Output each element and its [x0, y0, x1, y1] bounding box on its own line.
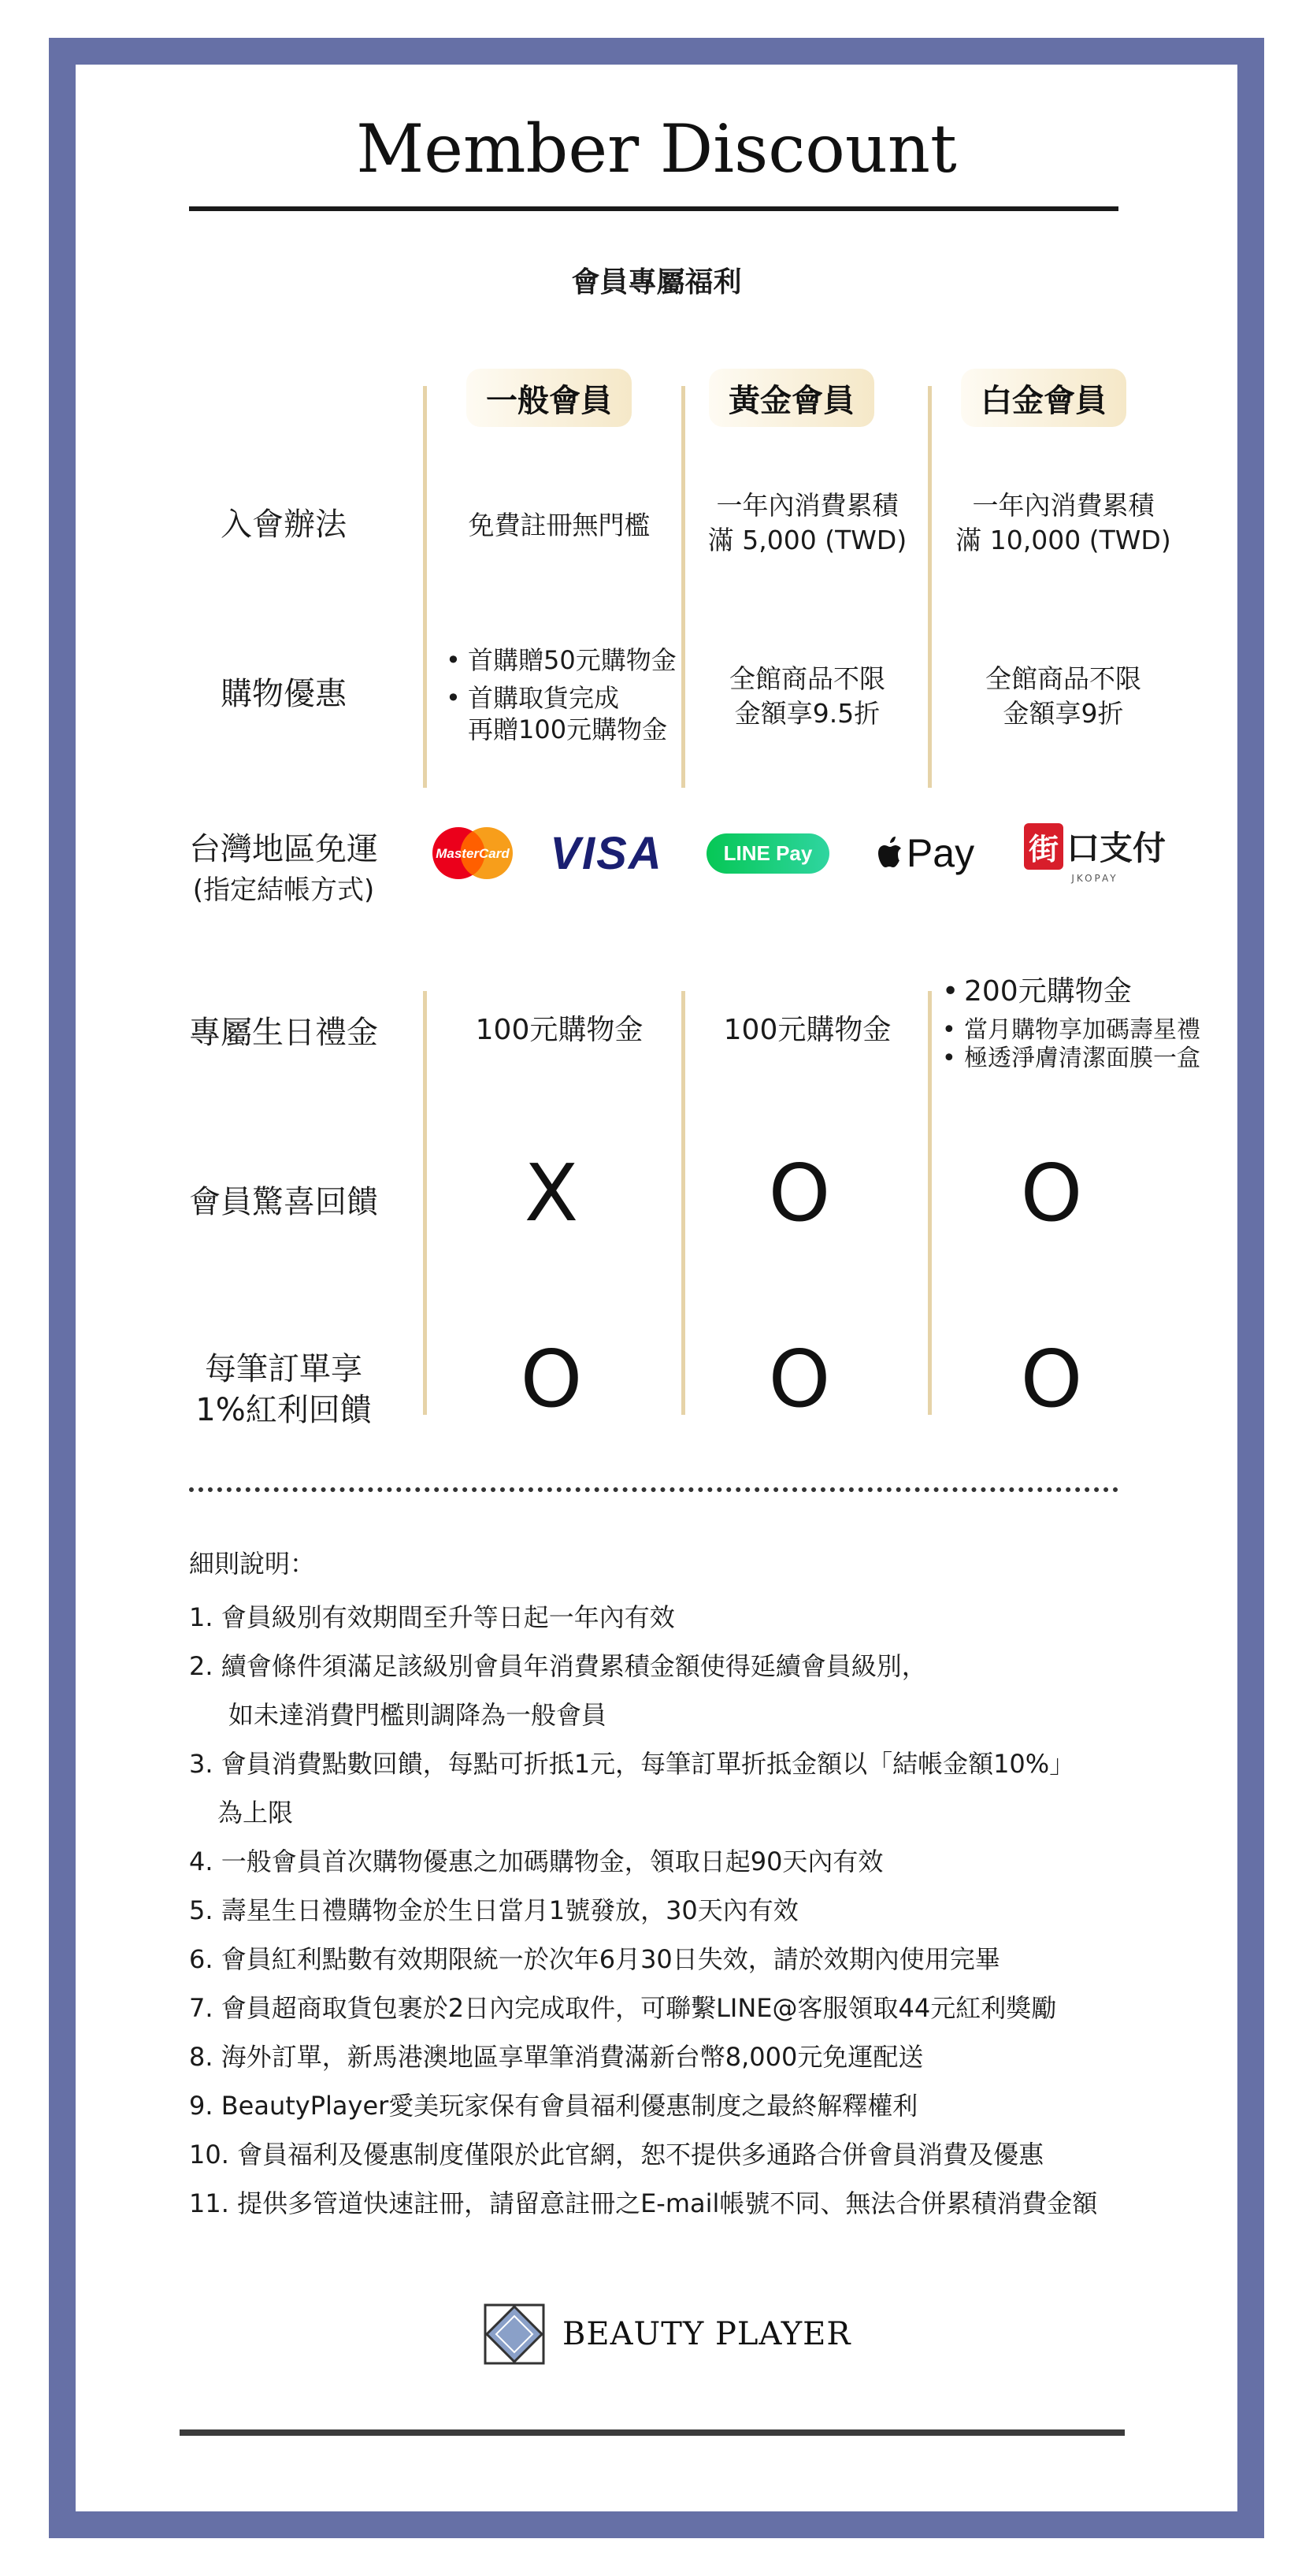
bonus-gold-mark: O: [768, 1333, 831, 1425]
row-label-bonus: 每筆訂單享 1%紅利回饋: [195, 1351, 372, 1428]
join-platinum: 一年內消費累積 滿 10,000 (TWD): [955, 490, 1171, 555]
list-item: • 極透淨膚清潔面膜一盒: [942, 1045, 1210, 1073]
page-title: Member Discount: [356, 110, 957, 187]
list-item: 1. 會員級別有效期間至升等日起一年內有效: [189, 1602, 675, 1632]
shopping-gold: 全館商品不限 金額享9.5折: [729, 663, 885, 729]
surprise-platinum-mark: O: [1020, 1147, 1083, 1239]
title-divider: [189, 206, 1118, 211]
join-general: 免費註冊無門檻: [468, 510, 651, 540]
list-item: 9. BeautyPlayer愛美玩家保有會員福利優惠制度之最終解釋權利: [189, 2091, 918, 2121]
birthday-general: 100元購物金: [475, 1014, 644, 1046]
mastercard-logo: [425, 826, 520, 881]
list-item: 為上限: [217, 1798, 294, 1828]
dotted-divider: [189, 1487, 1118, 1492]
tier-header-general: 一般會員: [466, 369, 632, 427]
shopping-general-bullets: [446, 644, 682, 752]
list-item: 7. 會員超商取貨包裹於2日內完成取件，可聯繫LINE@客服領取44元紅利獎勵: [189, 1993, 1057, 2023]
column-divider: [423, 991, 427, 1415]
list-item: 8. 海外訂單，新馬港澳地區享單筆消費滿新台幣8,000元免運配送: [189, 2042, 924, 2072]
birthday-gold: 100元購物金: [723, 1014, 892, 1046]
tier-header-gold: 黃金會員: [709, 369, 874, 427]
applepay-logo: Pay: [866, 826, 985, 881]
column-divider: [928, 991, 932, 1415]
bonus-platinum-mark: O: [1020, 1333, 1083, 1425]
mastercard-text: MasterCard: [436, 846, 510, 861]
visa-logo: VISA: [550, 827, 663, 879]
list-item: • 200元購物金: [942, 974, 1210, 1010]
brand-logo: [480, 2300, 851, 2368]
list-item: 11. 提供多管道快速註冊，請留意註冊之E-mail帳號不同、無法合併累積消費金額: [189, 2188, 1098, 2218]
shopping-platinum: 全館商品不限 金額享9折: [985, 663, 1141, 729]
row-label-join: 入會辦法: [221, 507, 347, 543]
row-label-shipping: 台灣地區免運 (指定結帳方式): [165, 829, 402, 911]
list-item: 3. 會員消費點數回饋，每點可折抵1元，每筆訂單折抵金額以「結帳金額10%」: [189, 1749, 1075, 1779]
apple-icon: [877, 837, 903, 870]
row-sublabel-shipping: (指定結帳方式): [192, 874, 375, 906]
linepay-logo: LINE Pay: [705, 826, 831, 881]
list-item: 如未達消費門檻則調降為一般會員: [228, 1700, 607, 1730]
notes-heading: 細則說明：: [189, 1549, 316, 1579]
list-item: 再贈100元購物金: [468, 715, 668, 744]
list-item: • 首購贈50元購物金: [446, 644, 682, 676]
brand-emblem-icon: [480, 2300, 548, 2368]
surprise-general-mark: X: [524, 1147, 579, 1239]
row-label-surprise: 會員驚喜回饋: [189, 1184, 378, 1220]
birthday-platinum-bullets: [942, 974, 1210, 1079]
column-divider: [928, 386, 932, 788]
list-item: • 當月購物享加碼壽星禮: [942, 1016, 1210, 1045]
column-divider: [681, 991, 685, 1415]
notes-list: [189, 1593, 1181, 2228]
brand-name: BEAUTY PLAYER: [562, 2316, 851, 2352]
list-item: 5. 壽星生日禮購物金於生日當月1號發放，30天內有效: [189, 1895, 799, 1925]
list-item: 10. 會員福利及優惠制度僅限於此官網，恕不提供多通路合併會員消費及優惠: [189, 2140, 1044, 2170]
list-item: 2. 續會條件須滿足該級別會員年消費累積金額使得延續會員級別，: [189, 1651, 927, 1681]
list-item: • 首購取貨完成: [446, 682, 682, 714]
row-label-birthday: 專屬生日禮金: [189, 1015, 378, 1051]
page-subtitle: 會員專屬福利: [571, 266, 742, 299]
column-divider: [423, 386, 427, 788]
list-item: 6. 會員紅利點數有效期限統一於次年6月30日失效，請於效期內使用完畢: [189, 1944, 1000, 1974]
surprise-gold-mark: O: [768, 1147, 831, 1239]
footer-divider: [180, 2429, 1125, 2436]
list-item: 4. 一般會員首次購物優惠之加碼購物金，領取日起90天內有效: [189, 1847, 884, 1876]
jkopay-logo: 街 口支付 JKOPAY: [1016, 826, 1174, 881]
bonus-general-mark: O: [520, 1333, 583, 1425]
row-label-shopping: 購物優惠: [221, 676, 347, 712]
join-gold: 一年內消費累積 滿 5,000 (TWD): [707, 490, 907, 555]
tier-header-platinum: 白金會員: [961, 369, 1126, 427]
